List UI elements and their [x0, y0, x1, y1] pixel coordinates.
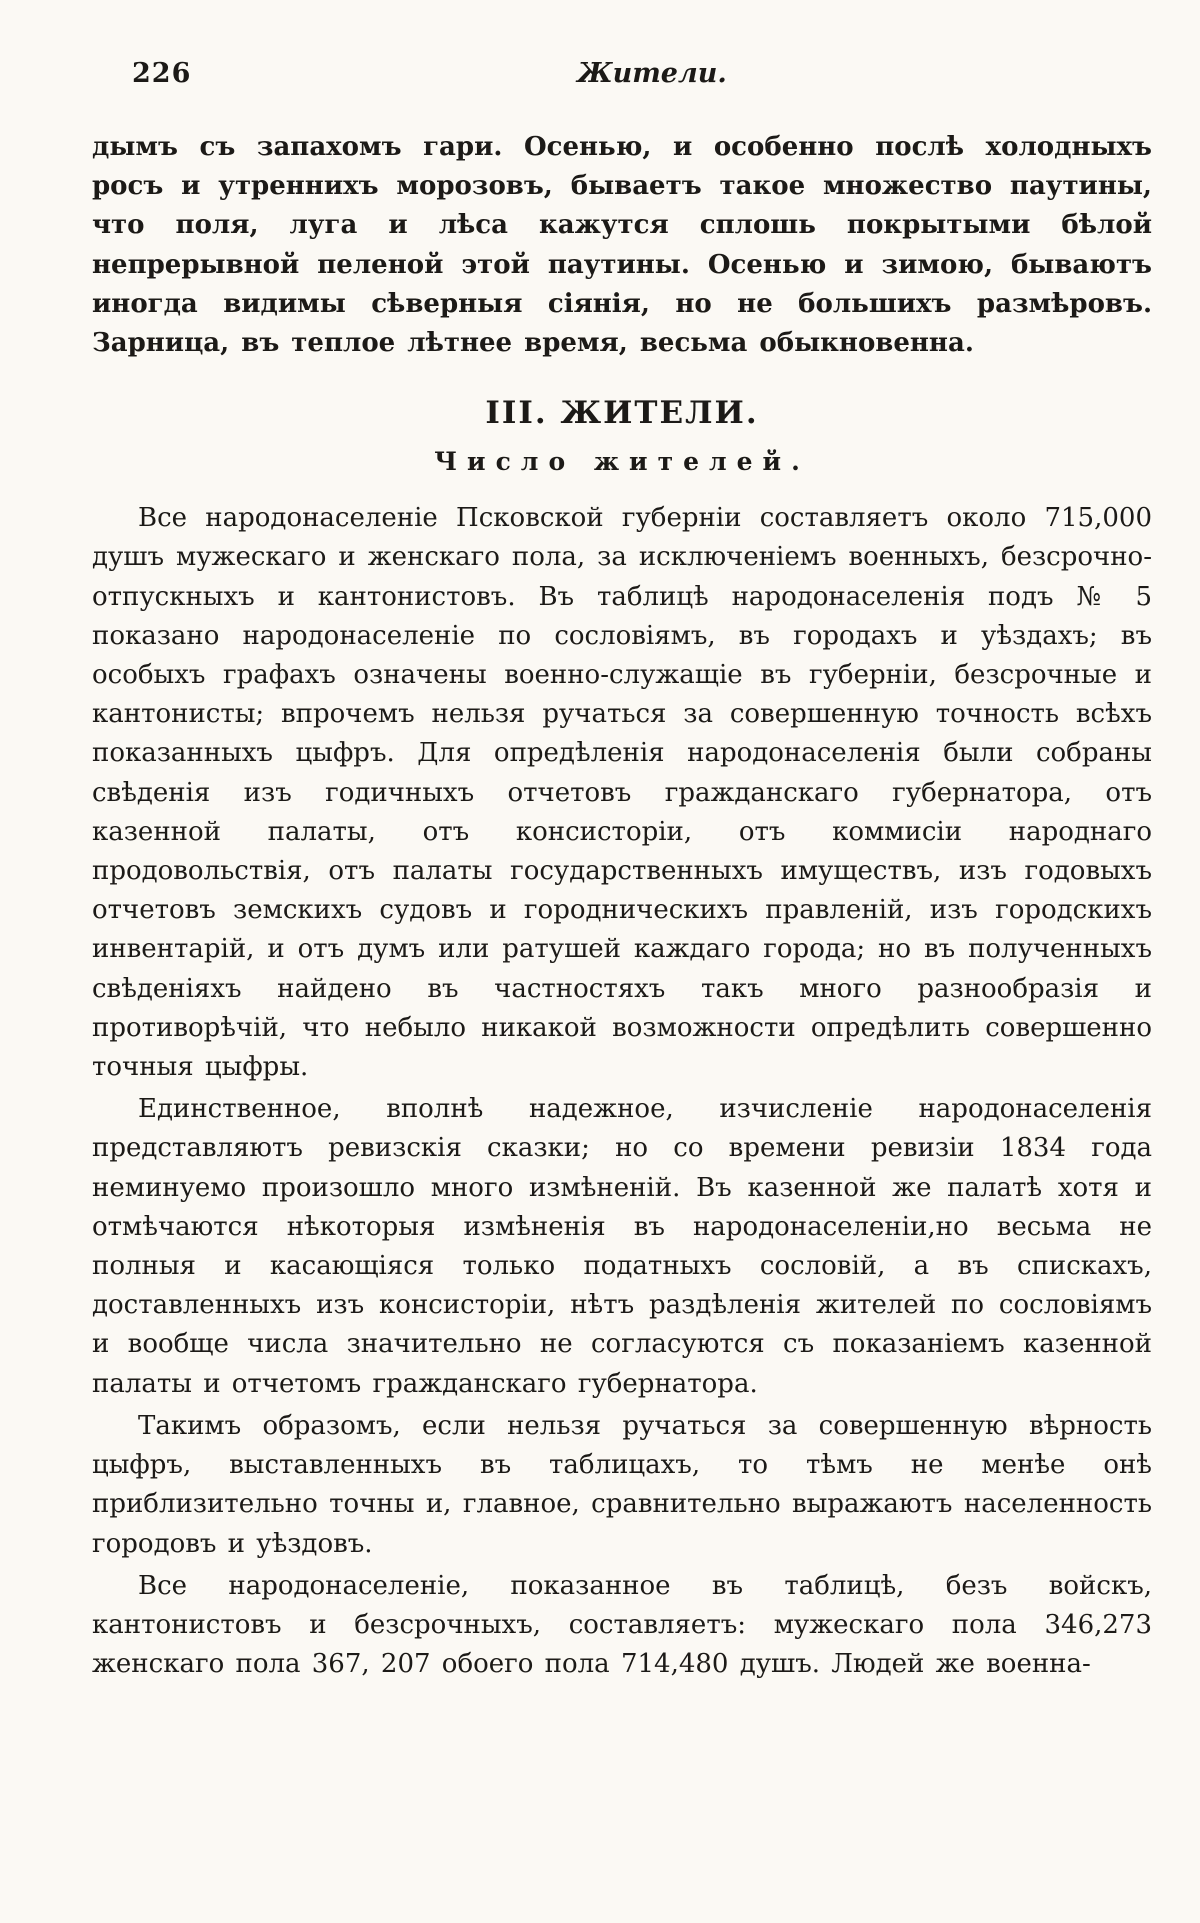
intro-paragraph: дымъ съ запахомъ гари. Осенью, и особенно послѣ холодныхъ росъ и утреннихъ морозовъ, бываетъ такое множество паутины, что поля, луга и лѣса кажутся сплошь покрытыми бѣлой непрерывной пеленой этой паутины. Осенью и зимою, бываютъ иногда видимы сѣверныя сіянія, но не большихъ размѣровъ. Зарница, въ теплое лѣтнее время, весьма обыкновенна.: [92, 132, 1152, 359]
section-title: III. ЖИТЕЛИ.: [485, 395, 759, 432]
paragraph-1: Все народонаселеніе Псковской губерніи составляетъ около 715,000 душъ мужескаго и женскаго пола, за исключеніемъ военныхъ, безсрочно-отпускныхъ и кантонистовъ. Въ таблицѣ народонаселенія подъ № 5 показано народонаселеніе по сословіямъ, въ городахъ и уѣздахъ; въ особыхъ графахъ означены военно-служащіе въ губерніи, безсрочные и кантонисты; впрочемъ нельзя ручаться за совершенную точность всѣхъ показанныхъ цыфръ. Для опредѣленія народонаселенія были собраны свѣденія изъ годичныхъ отчетовъ гражданскаго губернатора, отъ казенной палаты, отъ консисторіи, отъ коммисіи народнаго продовольствія, отъ палаты государственныхъ имуществъ, изъ годовыхъ отчетовъ земскихъ судовъ и городническихъ правленій, изъ городскихъ инвентарій, и отъ думъ или ратушей каждаго города; но въ полученныхъ свѣденіяхъ найдено въ частностяхъ такъ много разнообразія и противорѣчій, что небыло никакой возможности опредѣлить совершенно точныя цыфры.: [92, 503, 1152, 1083]
paragraph-2: Единственное, вполнѣ надежное, изчисленіе народонаселенія представляютъ ревизскія сказки; но со времени ревизіи 1834 года неминуемо произошло много измѣненій. Въ казенной же палатѣ хотя и отмѣчаются нѣкоторыя измѣненія въ народонаселеніи,но весьма не полныя и касающіяся только податныхъ сословій, а въ спискахъ, доставленныхъ изъ консисторіи, нѣтъ раздѣленія жителей по сословіямъ и вообще числа значительно не согласуются съ показаніемъ казенной палаты и отчетомъ гражданскаго губернатора.: [92, 1094, 1152, 1399]
page-header: [132, 58, 1150, 98]
paragraph-3: Такимъ образомъ, если нельзя ручаться за совершенную вѣрность цыфръ, выставленныхъ въ таблицахъ, то тѣмъ не менѣе онѣ приблизительно точны и, главное, сравнительно выражаютъ населенность городовъ и уѣздовъ.: [92, 1410, 1152, 1559]
subsection-title: Число жителей.: [434, 447, 810, 477]
page-number: 226: [132, 58, 192, 89]
body-text: [92, 128, 1152, 1684]
paragraph-4: Все народонаселеніе, показанное въ таблицѣ, безъ войскъ, кантонистовъ и безсрочныхъ, составляетъ: мужескаго пола 346,273 женскаго пола 367, 207 обоего пола 714,480 душъ. Людей же военна-: [92, 1570, 1152, 1680]
running-head: Жители.: [577, 58, 727, 89]
